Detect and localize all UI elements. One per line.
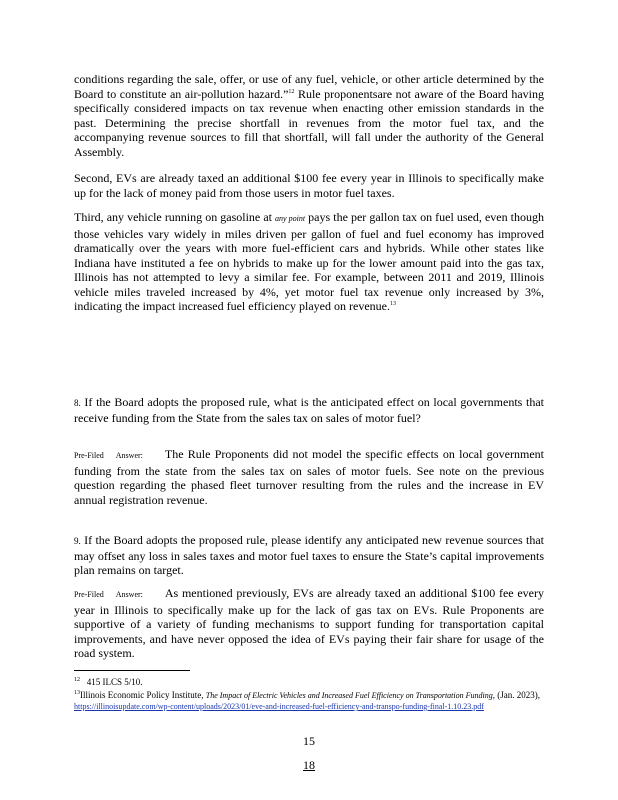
answer-text: The Rule Proponents did not model the specific effects on local government funding from the state from the sales tax on sales of motor fuels. See note on the previous question regarding the phased fleet turnover resulting from the rules and the increase in EV annual registration revenue.: [74, 447, 544, 507]
paragraph-gasoline-tax: [74, 210, 544, 314]
paragraph-text: conditions regarding the sale, offer, or use of any fuel, vehicle, or other article determined by the Board to constitute an air-pollution hazard.”: [74, 72, 544, 101]
answer-text: As mentioned previously, EVs are already taxed an additional $100 fee every year in Illinois to specifically make up for the lack of gas tax on EVs. Rule Proponents are supportive of a variety of funding mechanisms to support funding for transportation capital improvements, and have never opposed the idea of EVs paying their fair share for usage of the road system.: [74, 586, 544, 660]
paragraph-text: Third, any vehicle running on gasoline at: [74, 210, 272, 224]
paragraph-text: Rule proponentsare not aware of the Board having specifically considered impacts on tax revenue when enacting other emission standards in the past. Determining the precise shortfall in revenues from the motor fuel tax, and the accompanying revenue sources to fill that shortfall, will fall under the authority of the General Assembly.: [74, 86, 544, 159]
question-9: [74, 533, 544, 578]
emphasis-text: any point: [275, 214, 306, 223]
footnote-title: The Impact of Electric Vehicles and Increased Fuel Efficiency on Transportation Funding: [205, 691, 493, 700]
prefiled-label: Pre-Filed: [74, 590, 104, 599]
answer-label: Answer:: [115, 451, 143, 460]
paragraph-board-authority: [74, 72, 544, 159]
footnote-13: [74, 690, 544, 712]
footnote-link[interactable]: https://illinoisupdate.com/wp-content/uploads/2023/01/eve-and-increased-fuel-efficiency-and-transpo-funding-final-1.10.23.pdf: [74, 702, 484, 711]
prefiled-label: Pre-Filed: [74, 451, 104, 460]
footnote-12: [74, 677, 544, 688]
footnote-ref-12[interactable]: 12: [288, 88, 295, 95]
question-text: If the Board adopts the proposed rule, please identify any anticipated new revenue sources that may offset any loss in sales taxes and motor fuel taxes to ensure the State’s capital improvements plan remains on target.: [74, 533, 545, 577]
footnote-author: Illinois Economic Policy Institute,: [80, 690, 204, 700]
footnote-divider: [74, 670, 190, 671]
footnote-ref-13[interactable]: 13: [389, 301, 396, 307]
footnote-number: 13: [74, 690, 80, 696]
question-8: [74, 395, 544, 425]
answer-8: [74, 447, 544, 507]
footnote-date: , (Jan. 2023),: [492, 690, 540, 700]
question-number: 9.: [74, 536, 81, 546]
paragraph-text: pays the per gallon tax on fuel used, even though those vehicles vary widely in miles driven per gallon of fuel and fuel economy has improved dramatically over the years with more fuel-efficient cars and hybrids. While other states like Indiana have instituted a fee on hybrids to make up for the lower amount paid into the gas tax, Illinois has not attempted to levy a similar fee. For example, between 2011 and 2019, Illinois vehicle miles traveled increased by 4%, yet motor fuel tax revenue only increased by 3%, indicating the impact increased fuel efficiency played on revenue.: [74, 210, 544, 313]
paragraph-ev-fee: Second, EVs are already taxed an additional $100 fee every year in Illinois to specifically make up for the lack of money paid from those users in motor fuel taxes.: [74, 171, 544, 200]
answer-9: [74, 586, 544, 661]
answer-label: Answer:: [115, 590, 143, 599]
footnote-text: 415 ILCS 5/10.: [86, 677, 143, 687]
footnote-number: 12: [74, 677, 80, 683]
question-text: If the Board adopts the proposed rule, what is the anticipated effect on local governments that receive funding from the State from the sales tax on sales of motor fuel?: [74, 395, 545, 425]
exhibit-page-number: 18: [303, 758, 315, 772]
page-number: 15: [303, 734, 315, 748]
question-number: 8.: [74, 398, 81, 408]
